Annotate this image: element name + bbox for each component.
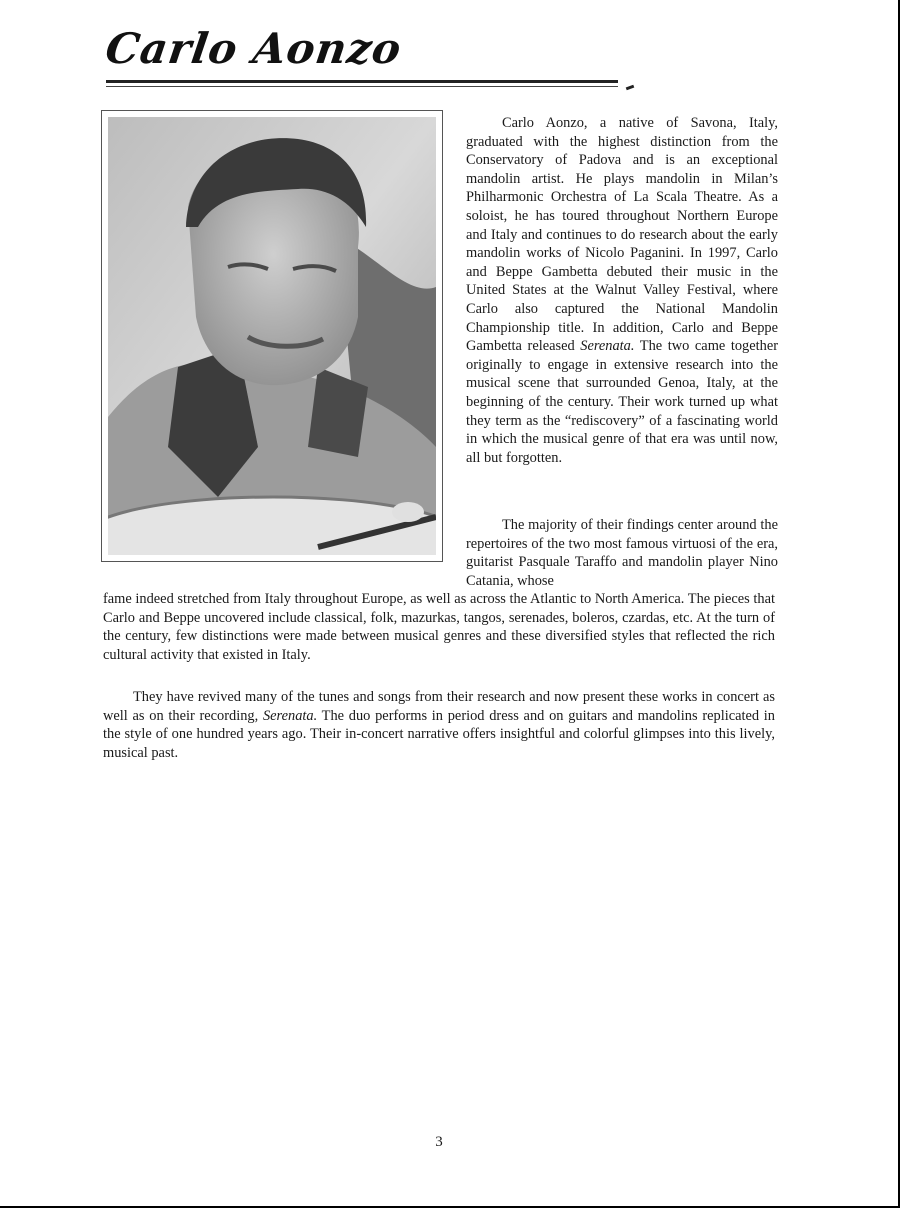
paragraph-2-bottom: fame indeed stretched from Italy throughout Europe, as well as across the Atlantic to North America. The pieces that Carlo and Beppe uncovered include classical, folk, mazurkas, tangos, serenades, boleros, czardas, etc. At the turn of the century, few distinctions were made between musical genres and these diversified styles that reflected the rich cultural activity that existed in Italy. [103, 591, 775, 663]
portrait-photo-icon [108, 117, 436, 555]
page-number: 3 [435, 1134, 443, 1150]
paragraph-1: Carlo Aonzo, a native of Savona, Italy, graduated with the highest distinction from the Conservatory of Padova and is an exceptional mandolin artist. He plays mandolin in Milan’s Philharmonic Orchestra of La Scala Theatre. As a soloist, he has toured throughout Northern Europe and Italy and continues to do research about the early mandolin works of Nicolo Paganini. In 1997, Carlo and Beppe Gambetta debuted their music in the United States at the Walnut Valley Festival, where Carlo also captured the National Mandolin Championship title. In addition, Carlo and Beppe Gambetta released Serenata. The two came together originally to engage in extensive research into the musical scene that surrounded Genoa, Italy, at the beginning of the century. Their work turned up what they term as the “rediscovery” of a fascinating world in which the musical genre of that era was until now, all but forgotten. [466, 115, 778, 466]
paragraph-2-top: The majority of their findings center around the repertoires of the two most famous virtuosi of the era, guitarist Pasquale Taraffo and mandolin player Nino Catania, whose [466, 517, 778, 589]
title-rule-thick [106, 80, 618, 83]
title-rule-tick [626, 85, 635, 91]
paragraph-3: They have revived many of the tunes and songs from their research and now present these works in concert as well as on their recording, Serenata. The duo performs in period dress and on guitars and mandolins replicated in the style of one hundred years ago. Their in-concert narrative offers insightful and colorful glimpses into this lively, musical past. [103, 689, 775, 761]
page-title: Carlo Aonzo [102, 24, 405, 73]
portrait-photo [101, 110, 443, 562]
title-rule-thin [106, 86, 618, 87]
